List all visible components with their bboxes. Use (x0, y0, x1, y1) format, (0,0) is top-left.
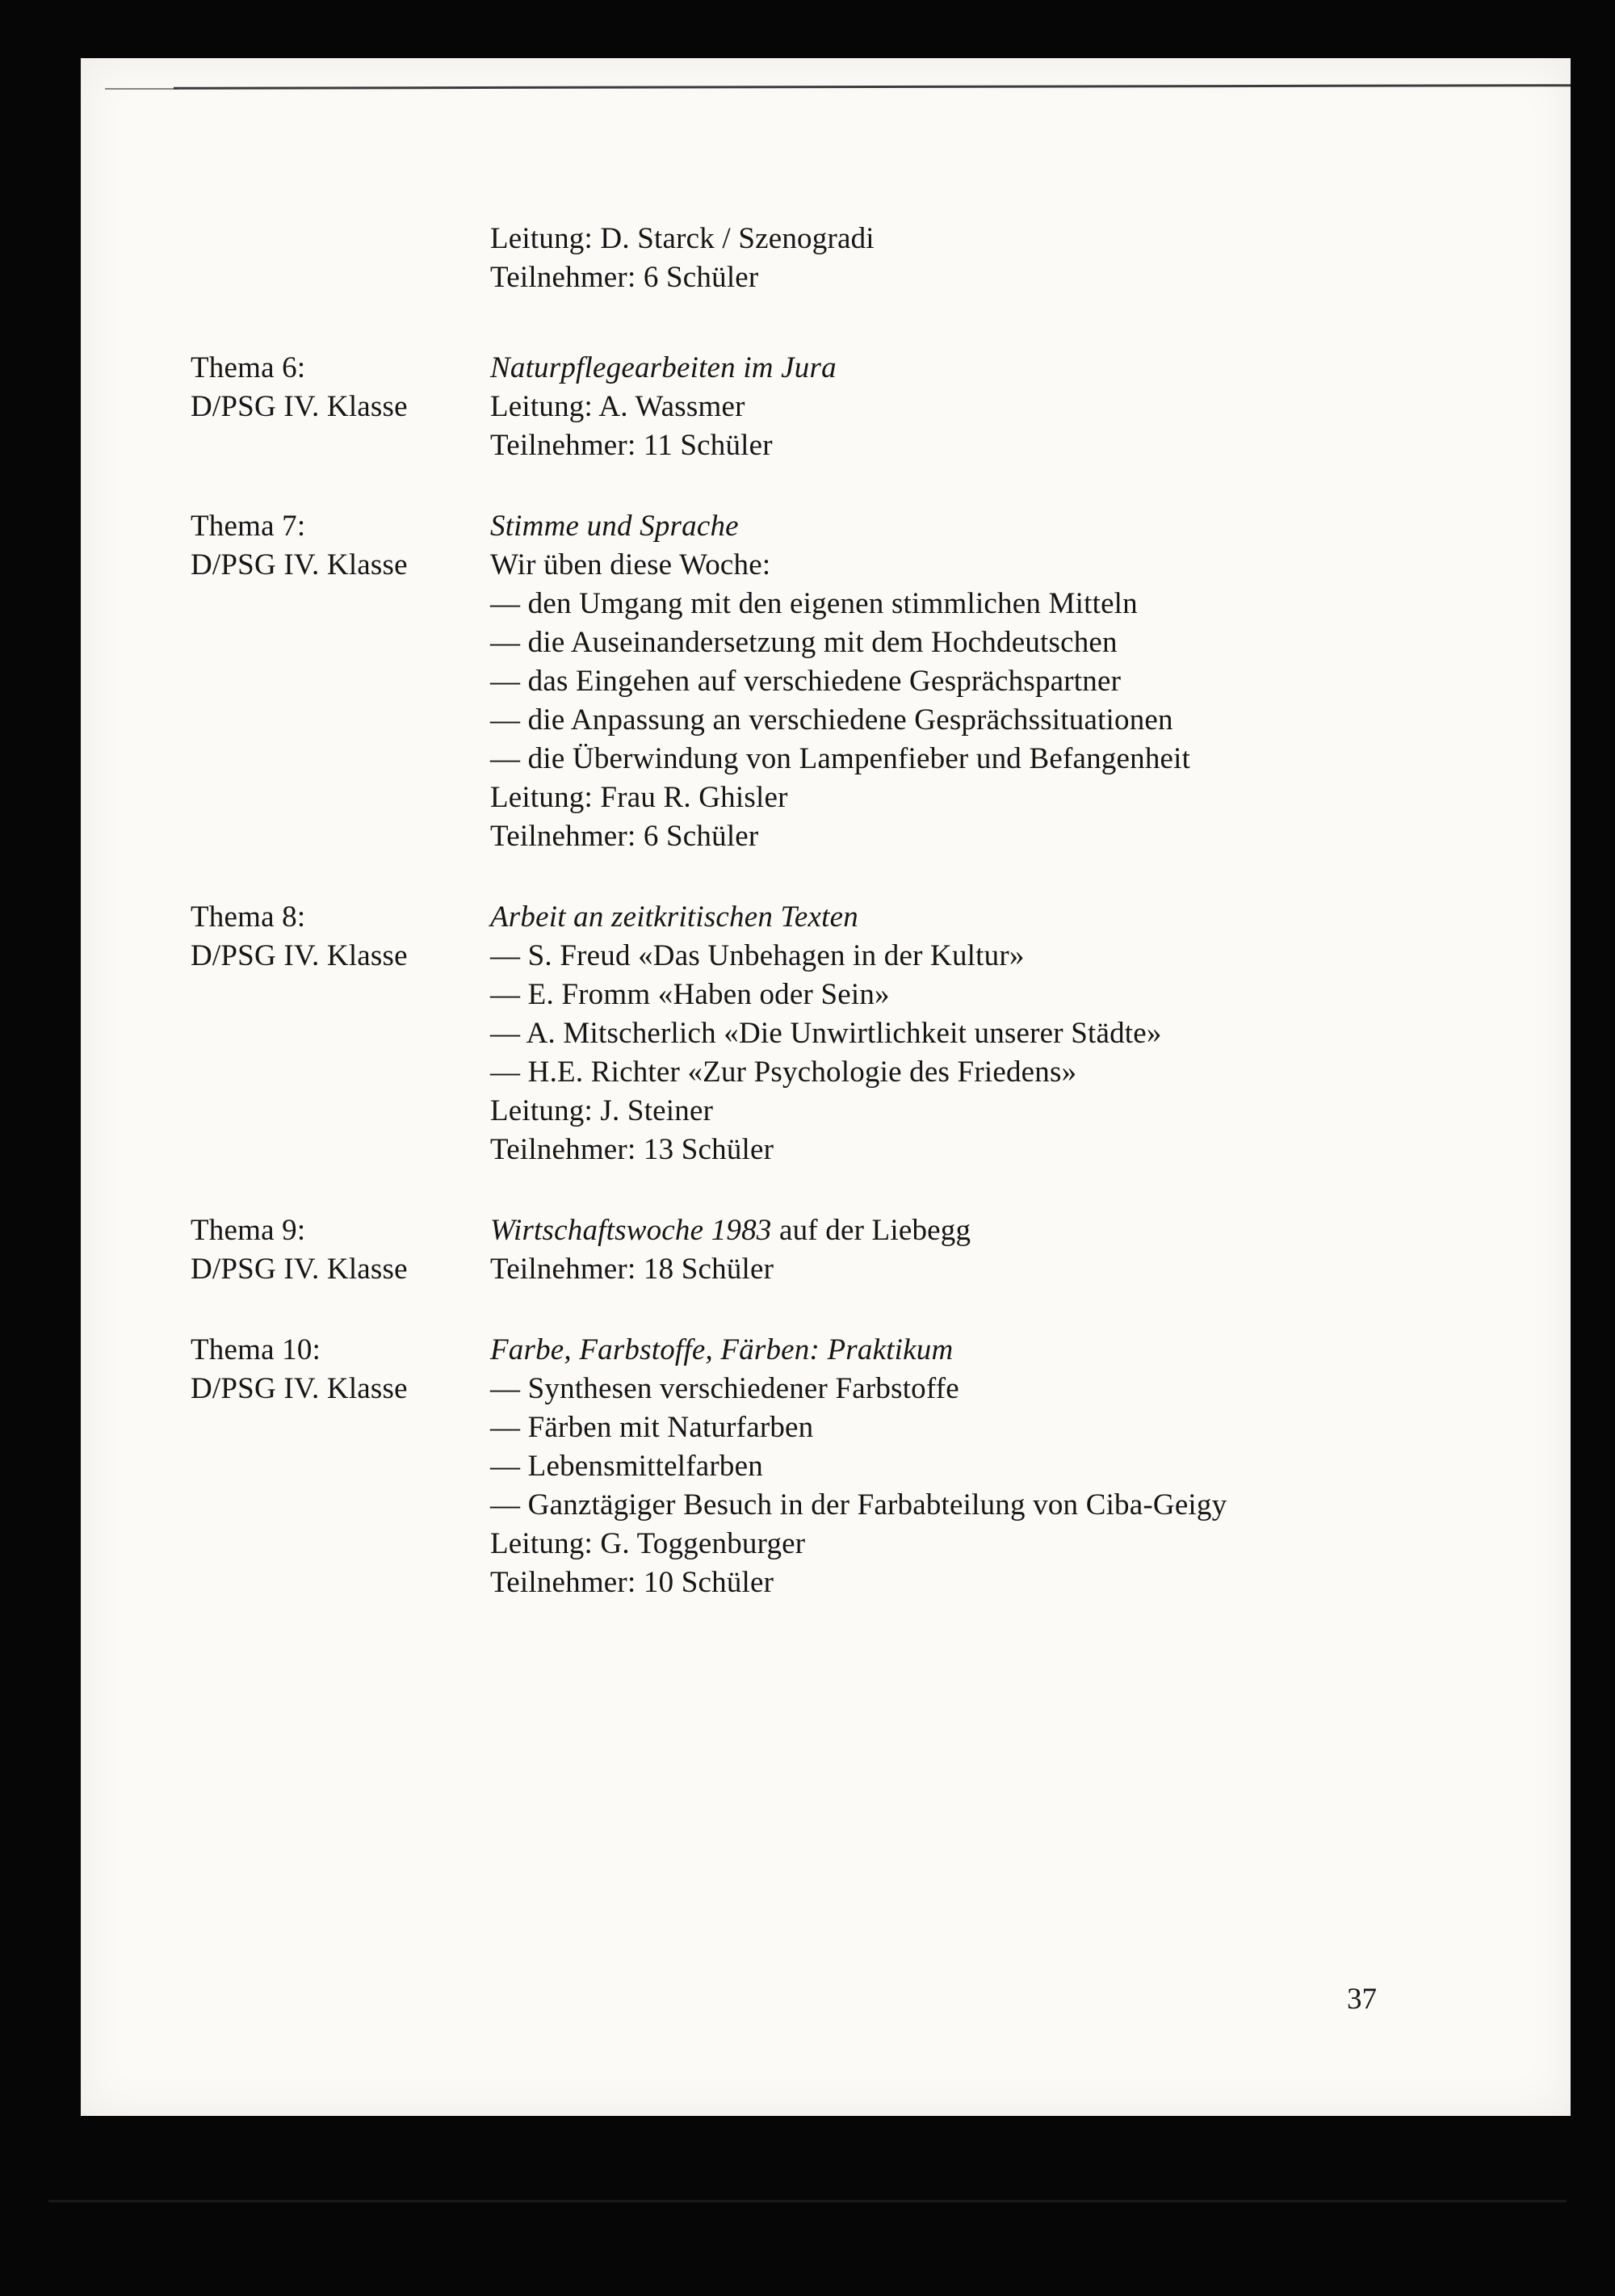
theme-body-column (490, 898, 1499, 1169)
theme-label-column (191, 1211, 490, 1289)
text-line: — die Überwindung von Lampenfieber und Befangenheit (490, 742, 1191, 775)
theme-body-column (490, 1211, 1499, 1289)
text-line: Teilnehmer: 11 Schüler (490, 429, 773, 462)
text-line: — Ganztägiger Besuch in der Farbabteilung von Ciba-Geigy (490, 1488, 1227, 1522)
theme-block-7 (191, 507, 1499, 856)
theme-body-column (490, 507, 1499, 856)
theme-label-column (191, 898, 490, 1169)
scan-artifact-line (174, 84, 1571, 90)
text-line: — die Anpassung an verschiedene Gesprächssituationen (490, 703, 1173, 737)
text-line: — S. Freud «Das Unbehagen in der Kultur» (490, 939, 1025, 972)
theme-title (490, 1211, 1499, 1250)
text-line: — Färben mit Naturfarben (490, 1411, 814, 1444)
text-line: — H.E. Richter «Zur Psychologie des Friedens» (490, 1056, 1077, 1089)
text-line: — Lebensmittelfarben (490, 1450, 763, 1483)
theme-block-8 (191, 898, 1499, 1169)
theme-body-column (490, 1331, 1499, 1602)
theme-class: D/PSG IV. Klasse (191, 390, 408, 423)
text-line: Teilnehmer: 13 Schüler (490, 1133, 774, 1166)
theme-class: D/PSG IV. Klasse (191, 939, 408, 972)
text-line: Leitung: A. Wassmer (490, 390, 745, 423)
theme-label-column (191, 349, 490, 465)
theme-label-column (191, 220, 490, 297)
theme-body-column (490, 220, 1499, 297)
text-line: Leitung: J. Steiner (490, 1094, 714, 1127)
text-line: Teilnehmer: 6 Schüler (490, 261, 759, 294)
theme-title: Arbeit an zeitkritischen Texten (490, 900, 858, 934)
theme-body-column (490, 349, 1499, 465)
theme-block-9 (191, 1211, 1499, 1289)
theme-class: D/PSG IV. Klasse (191, 1372, 408, 1405)
text-line: — das Eingehen auf verschiedene Gesprächspartner (490, 665, 1122, 698)
theme-class: D/PSG IV. Klasse (191, 1253, 408, 1286)
theme-title: Naturpflegearbeiten im Jura (490, 351, 837, 384)
text-line: Leitung: D. Starck / Szenogradi (490, 222, 875, 255)
theme-title: Farbe, Farbstoffe, Färben: Praktikum (490, 1333, 954, 1366)
theme-label-column (191, 1331, 490, 1602)
text-line: — die Auseinandersetzung mit dem Hochdeutschen (490, 626, 1118, 659)
text-line: — den Umgang mit den eigenen stimmlichen Mitteln (490, 587, 1138, 620)
theme-title-italic: Wirtschaftswoche 1983 (490, 1214, 772, 1247)
text-line: Teilnehmer: 10 Schüler (490, 1566, 774, 1599)
document-page (81, 58, 1571, 2116)
theme-label: Thema 6: (191, 351, 306, 384)
theme-label: Thema 7: (191, 510, 306, 543)
page-number: 37 (1347, 1983, 1377, 2016)
scan-artifact-bottom-streak (48, 2200, 1567, 2202)
page-content (191, 220, 1499, 1644)
theme-title: Stimme und Sprache (490, 510, 739, 543)
text-line: Leitung: G. Toggenburger (490, 1527, 806, 1560)
text-line: — A. Mitscherlich «Die Unwirtlichkeit unserer Städte» (490, 1017, 1162, 1050)
continuation-block (191, 220, 1499, 297)
text-line: Teilnehmer: 18 Schüler (490, 1253, 774, 1286)
theme-block-10 (191, 1331, 1499, 1602)
theme-label: Thema 10: (191, 1333, 321, 1366)
theme-label: Thema 9: (191, 1214, 306, 1247)
text-line: Teilnehmer: 6 Schüler (490, 820, 759, 853)
theme-class: D/PSG IV. Klasse (191, 548, 408, 581)
theme-label-column (191, 507, 490, 856)
theme-title-roman: auf der Liebegg (771, 1214, 971, 1247)
text-line: — E. Fromm «Haben oder Sein» (490, 978, 890, 1011)
text-line: — Synthesen verschiedener Farbstoffe (490, 1372, 959, 1405)
theme-block-6 (191, 349, 1499, 465)
text-line: Leitung: Frau R. Ghisler (490, 781, 788, 814)
theme-label: Thema 8: (191, 900, 306, 934)
scan-artifact-line-tail (105, 88, 178, 90)
text-line: Wir üben diese Woche: (490, 548, 771, 581)
